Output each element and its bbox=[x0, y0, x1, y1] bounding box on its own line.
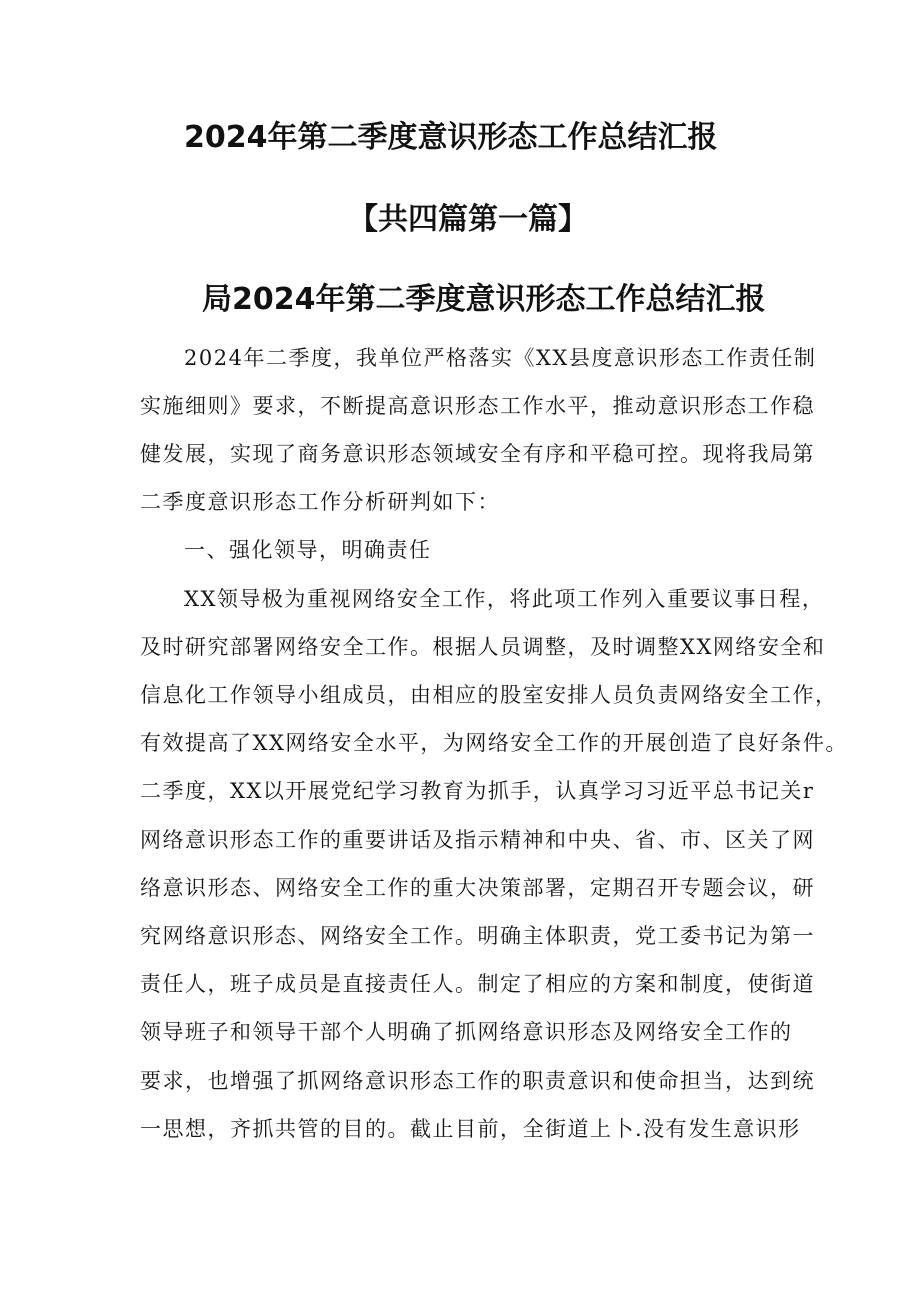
body-line: 究网络意识形态、网络安全工作。明确主体职责，党工委书记为第一 bbox=[140, 924, 815, 948]
article-title: 局2024年第二季度意识形态工作总结汇报 bbox=[202, 282, 766, 317]
body-line: 实施细则》要求，不断提高意识形态工作水平，推动意识形态工作稳 bbox=[140, 394, 815, 418]
document-title: 2024年第二季度意识形态工作总结汇报 bbox=[184, 120, 718, 155]
body-line: 一思想，齐抓共管的目的。截止目前，全街道上卜.没有发生意识形 bbox=[140, 1117, 801, 1141]
body-line: XX领导极为重视网络安全工作，将此项工作列入重要议事日程， bbox=[184, 587, 825, 611]
body-line: 及时研究部署网络安全工作。根据人员调整，及时调整XX网络安全和 bbox=[140, 635, 826, 659]
body-line: 2024年二季度，我单位严格落实《XX县度意识形态工作责任制 bbox=[184, 346, 817, 370]
body-line: 络意识形态、网络安全工作的重大决策部署，定期召开专题会议，研 bbox=[140, 876, 815, 900]
body-line: 责任人，班子成员是直接责任人。制定了相应的方案和制度，使街道 bbox=[140, 972, 815, 996]
body-line: 领导班子和领导干部个人明确了抓网络意识形态及网络安全工作的 bbox=[140, 1020, 793, 1044]
body-line: 二季度，XX以开展党纪学习教育为抓手，认真学习习近平总书记关r bbox=[140, 779, 815, 803]
body-line: 健发展，实现了商务意识形态领域安全有序和平稳可控。现将我局第 bbox=[140, 442, 815, 466]
document-subtitle: 【共四篇第一篇】 bbox=[348, 202, 588, 237]
body-line: 二季度意识形态工作分析研判如下： bbox=[140, 490, 500, 514]
body-line: 有效提高了XX网络安全水平，为网络安全工作的开展创造了良好条件。 bbox=[140, 731, 848, 755]
body-line: 要求，也增强了抓网络意识形态工作的职责意识和使命担当，达到统 bbox=[140, 1069, 815, 1093]
section-heading: 一、强化领导，明确责任 bbox=[184, 538, 432, 562]
body-line: 信息化工作领导小组成员，由相应的股室安排人员负责网络安全工作， bbox=[140, 683, 838, 707]
body-line: 网络意识形态工作的重要讲话及指示精神和中央、省、市、区关了网 bbox=[140, 828, 815, 852]
